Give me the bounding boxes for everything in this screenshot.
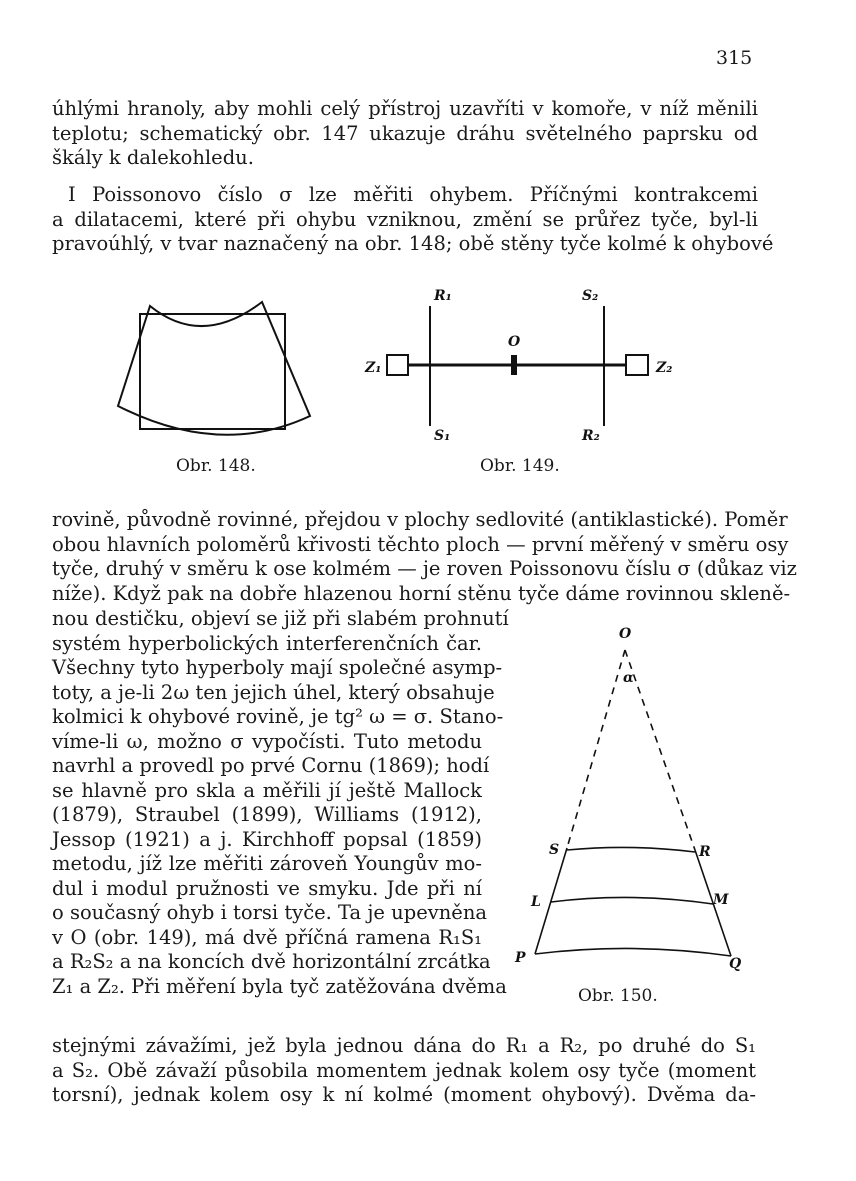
paragraph-5: [52, 1034, 756, 1108]
paragraph-4: [52, 607, 509, 999]
mirror-z2: [626, 355, 648, 375]
paragraph-1: [52, 97, 758, 171]
arc-l-m: [551, 897, 713, 904]
deformed-cross-section: [118, 302, 310, 435]
text-line: obou hlavních poloměrů křivosti těchto ploch — první měřený v směru osy: [52, 532, 789, 556]
label-q: Q: [729, 956, 742, 972]
text-line: tyče, druhý v směru k ose kolmém — je roven Poissonovu číslu σ (důkaz viz: [52, 557, 797, 580]
figure-150: [505, 618, 765, 978]
label-r2: R₂: [582, 428, 600, 444]
text-line: rovině, původně rovinné, přejdou v plochy sedlovité (antiklastické). Poměr: [52, 508, 788, 531]
label-s: S: [549, 842, 560, 858]
label-r1: R₁: [434, 288, 452, 304]
arc-p-q: [535, 948, 731, 956]
text-line: o současný ohyb i torsi tyče. Ta je upevněna: [52, 901, 488, 924]
figure-150-caption: Obr. 150.: [578, 986, 658, 1006]
text-line: nou destičku, objeví se již při slabém prohnutí: [52, 607, 509, 630]
text-line: Jessop (1921) a j. Kirchhoff popsal (1859): [52, 827, 482, 851]
mirror-z1: [387, 355, 408, 375]
text-line: Všechny tyto hyperboly mají společné asymp-: [52, 656, 503, 679]
text-line: v O (obr. 149), má dvě příčná ramena R₁S₁: [52, 925, 482, 949]
text-line: níže). Když pak na dobře hlazenou horní stěnu tyče dáme rovinnou skleně-: [52, 581, 791, 605]
text-line: pravoúhlý, v tvar naznačený na obr. 148; obě stěny tyče kolmé k ohybové: [52, 232, 774, 255]
arc-s-r: [567, 847, 695, 852]
rectangle-cross-section: [140, 314, 285, 429]
text-line: teplotu; schematický obr. 147 ukazuje dráhu světelného paprsku od: [52, 121, 758, 145]
label-z2: Z₂: [656, 360, 673, 376]
label-p: P: [515, 950, 526, 966]
text-line: navrhl a provedl po prvé Cornu (1869); hodí: [52, 754, 490, 777]
text-line: se hlavně pro skla a měřili jí ještě Mallock: [52, 778, 482, 802]
label-alpha: α: [623, 670, 634, 686]
text-line: torsní), jednak kolem osy k ní kolmé (moment ohybový). Dvěma da-: [52, 1083, 756, 1106]
paragraph-2: [52, 183, 774, 257]
label-o: O: [619, 626, 632, 642]
text-line: toty, a je-li 2ω ten jejich úhel, který obsahuje: [52, 680, 495, 704]
figure-149: [360, 286, 690, 446]
label-o: O: [508, 334, 521, 350]
label-m: M: [713, 892, 729, 908]
text-line: kolmici k ohybové rovině, je tg² ω = σ. Stano-: [52, 705, 504, 728]
text-line: úhlými hranoly, aby mohli celý přístroj uzavříti v komoře, v níž měnili: [52, 97, 758, 120]
text-line: systém hyperbolických interferenčních čar.: [52, 631, 482, 655]
text-line: a R₂S₂ a na koncích dvě horizontální zrcátka: [52, 950, 491, 973]
label-r: R: [699, 844, 711, 860]
text-line: Z₁ a Z₂. Při měření byla tyč zatěžována dvěma: [52, 974, 507, 998]
text-line: a dilatacemi, které při ohybu vzniknou, změní se průřez tyče, byl-li: [52, 207, 758, 231]
fixing-point-o: [511, 355, 517, 375]
label-s2: S₂: [582, 288, 599, 304]
page-number: 315: [716, 47, 753, 69]
text-line: (1879), Straubel (1899), Williams (1912),: [52, 803, 482, 826]
figure-148-caption: Obr. 148.: [176, 456, 256, 476]
text-line: škály k dalekohledu.: [52, 146, 254, 169]
text-line: metodu, jíž lze měřiti zároveň Youngův mo-: [52, 852, 482, 875]
label-s1: S₁: [434, 428, 451, 444]
text-line: I Poissonovo číslo σ lze měřiti ohybem. Příčnými kontrakcemi: [68, 183, 758, 206]
text-line: dul i modul pružnosti ve smyku. Jde při ní: [52, 876, 482, 900]
label-z1: Z₁: [365, 360, 382, 376]
ray-right: [625, 650, 695, 850]
text-line: stejnými závažími, jež byla jednou dána do R₁ a R₂, po druhé do S₁: [52, 1034, 756, 1057]
text-line: víme-li ω, možno σ vypočísti. Tuto metodu: [52, 729, 482, 753]
text-line: a S₂. Obě závaží působila momentem jednak kolem osy tyče (moment: [52, 1058, 756, 1082]
figure-148: [110, 298, 310, 448]
label-l: L: [531, 894, 541, 910]
figure-149-caption: Obr. 149.: [480, 456, 560, 476]
ray-left: [567, 650, 625, 848]
paragraph-3: [52, 508, 797, 606]
